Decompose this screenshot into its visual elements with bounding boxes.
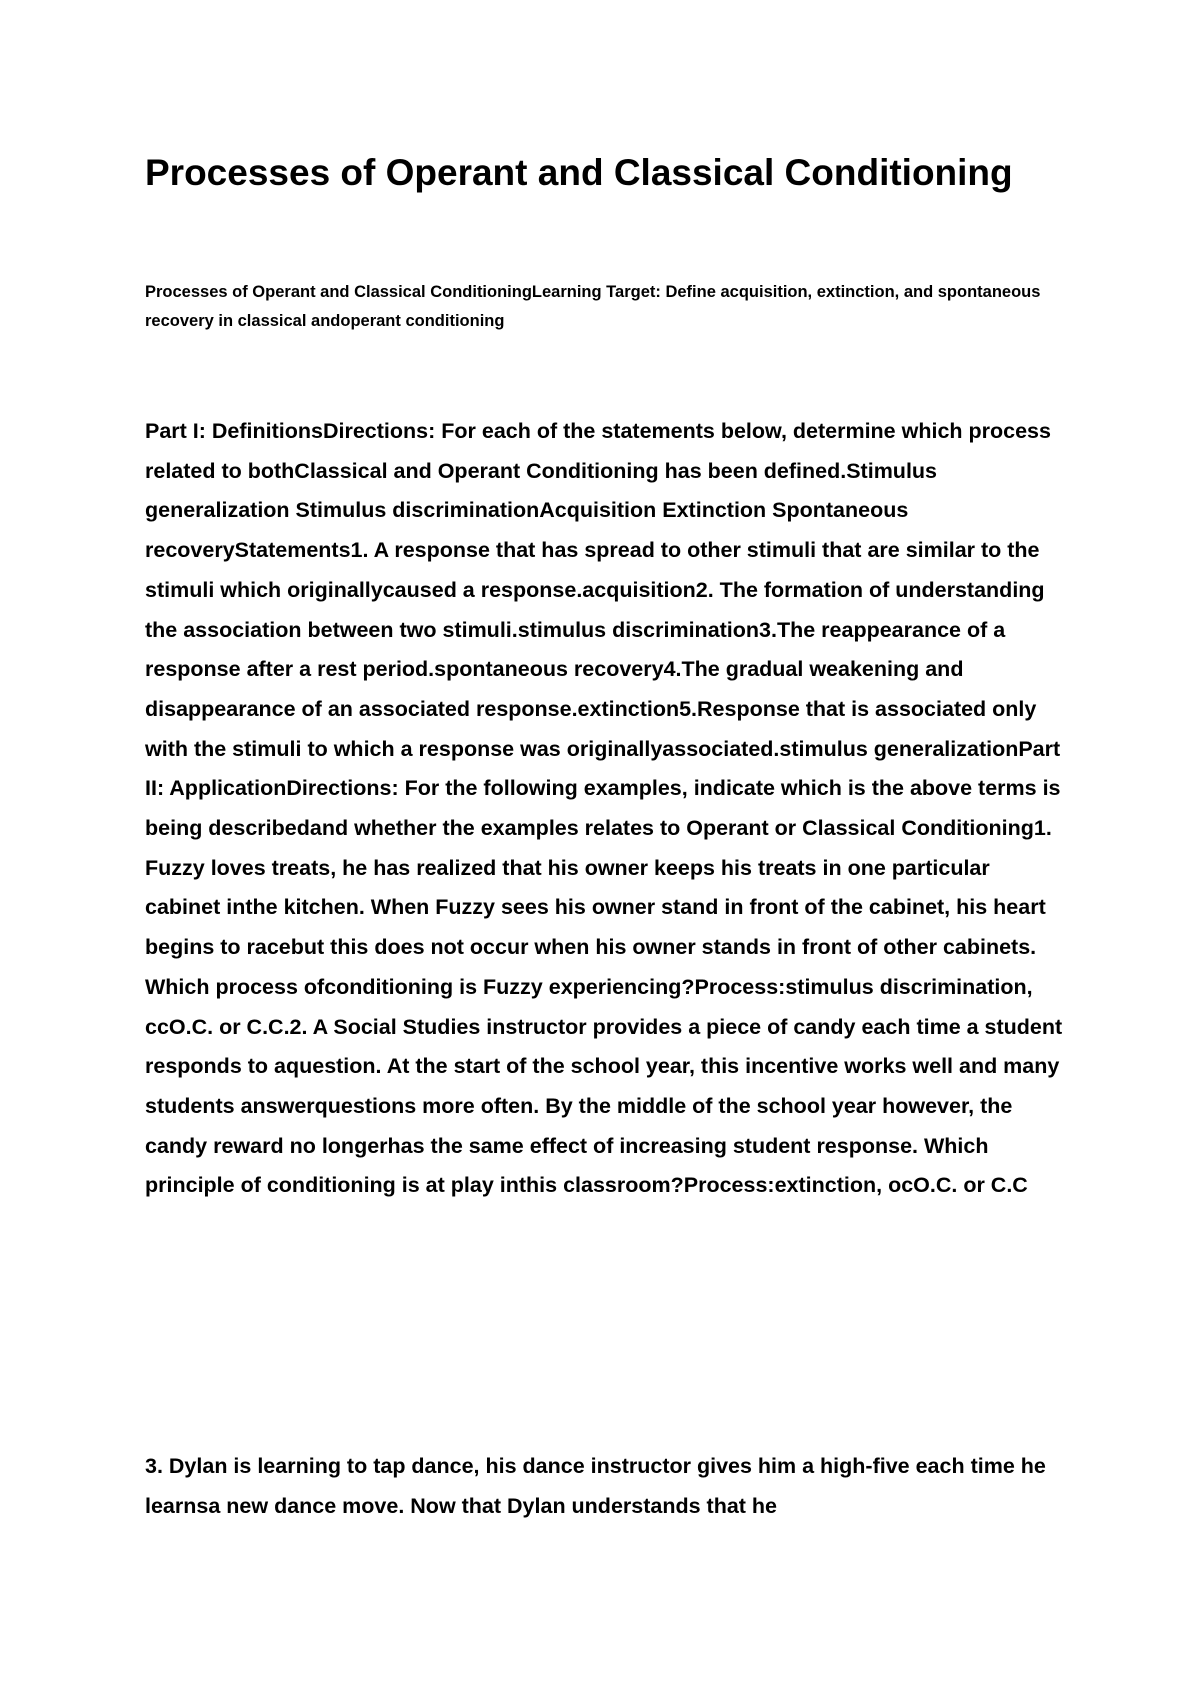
- body-paragraph-question-3: 3. Dylan is learning to tap dance, his dance instructor gives him a high-five each time he learnsa new dance move. Now that Dylan understands that he: [145, 1454, 1046, 1518]
- document-title: Processes of Operant and Classical Conditioning: [145, 152, 1013, 193]
- learning-target-text: Processes of Operant and Classical ConditioningLearning Target: Define acquisition, extinction, and spontaneous recovery in classical andoperant conditioning: [145, 283, 1041, 330]
- body-paragraph-part-1-and-2: Part I: DefinitionsDirections: For each of the statements below, determine which process related to bothClassical and Operant Conditioning has been defined.Stimulus generalization Stimulus discriminationAcquisition Extinction Spontaneous recoveryStatements1. A response that has spread to other stimuli that are similar to the stimuli which originallycaused a response.acquisition2. The formation of understanding the association between two stimuli.stimulus discrimination3.The reappearance of a response after a rest period.spontaneous recovery4.The gradual weakening and disappearance of an associated response.extinction5.Response that is associated only with the stimuli to which a response was originallyassociated.stimulus generalizationPart II: ApplicationDirections: For the following examples, indicate which is the above terms is being describedand whether the examples relates to Operant or Classical Conditioning1. Fuzzy loves treats, he has realized that his owner keeps his treats in one particular cabinet inthe kitchen. When Fuzzy sees his owner stand in front of the cabinet, his heart begins to racebut this does not occur when his owner stands in front of other cabinets. Which process ofconditioning is Fuzzy experiencing?Process:stimulus discrimination, ccO.C. or C.C.2. A Social Studies instructor provides a piece of candy each time a student responds to aquestion. At the start of the school year, this incentive works well and many students answerquestions more often. By the middle of the school year however, the candy reward no longerhas the same effect of increasing student response. Which principle of conditioning is at play inthis classroom?Process:extinction, ocO.C. or C.C: [145, 419, 1063, 1198]
